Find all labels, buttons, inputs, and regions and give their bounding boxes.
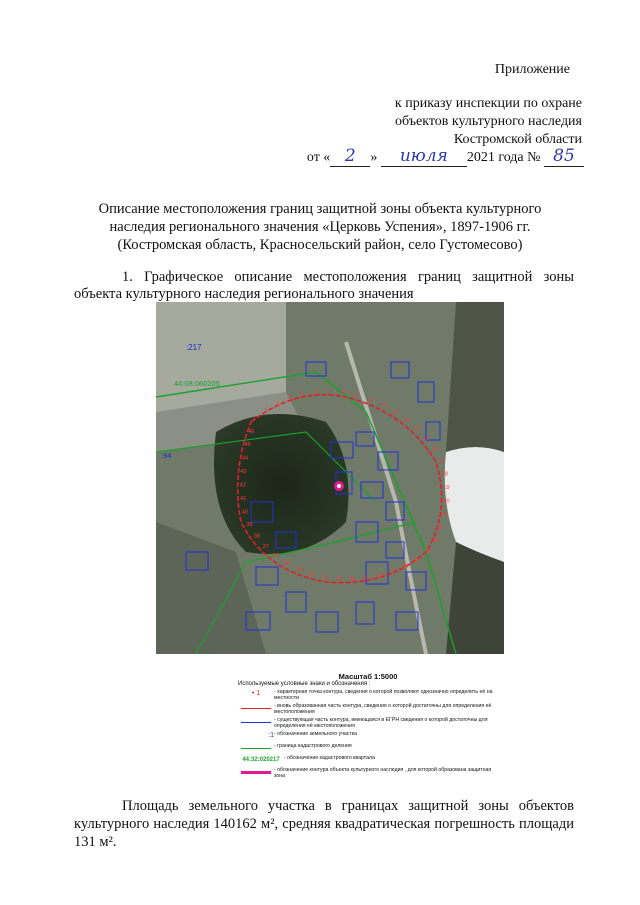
appendix-label: Приложение [494,62,570,77]
order-line-2: объектов культурного наследия [394,114,582,129]
date-mid: » [370,150,378,165]
boundary-point-label: 34 [296,566,303,573]
shore-area [446,302,504,452]
boundary-point-label: 36 [272,553,279,560]
legend-object-contour-symbol [238,767,274,777]
boundary-point-label: 43 [240,468,247,475]
title-line-3: (Костромская область, Красносельский район, село Густомесово) [117,237,523,253]
boundary-point-label: 9 [355,392,359,399]
legend-parcel-text: - обозначение земельного участка [274,731,358,737]
order-date-line [307,146,584,167]
boundary-point-label: 20 [443,498,450,505]
protection-zone-map [156,302,504,654]
boundary-point-label: 18 [441,471,448,478]
legend-new-contour-symbol [238,703,274,713]
date-month: июля [381,146,467,167]
boundary-point-label: 42 [239,482,246,489]
boundary-point-label: 13 [403,417,410,424]
legend-item-cadastral-division [238,743,498,753]
legend-scale: Масштаб 1:5000 [338,672,398,681]
boundary-point-label: 38 [253,533,260,540]
legend-item-point [238,689,498,701]
boundary-point-label: 24 [424,548,431,555]
legend-existing-contour-symbol [238,717,274,727]
boundary-point-label: 8 [341,389,346,396]
legend-quarter-text: - обозначение кадастрового квартала [284,755,375,761]
boundary-point-label: 37 [262,543,269,550]
boundary-point-label: 11 [380,402,387,409]
boundary-point-label: 22 [438,525,445,532]
title-line-1: Описание местоположения границ защитной зоны объекта культурного [98,201,542,217]
legend-parcel-symbol: :1 [268,732,274,739]
boundary-point-label: 16 [431,446,439,453]
date-prefix: от « [306,150,331,165]
order-line-3: Костромской области [453,132,582,147]
boundary-point-label: 3 [275,401,279,408]
boundary-point-label: 17 [438,458,445,465]
legend-point-text: - характерная точка контура, сведения о которой позволяют однозначно определить её на местности [274,689,493,701]
boundary-point-label: 35 [284,560,291,567]
legend-point-symbol: • 1 [251,690,261,697]
boundary-point-label: 5 [301,391,305,398]
boundary-point-label: 32 [322,574,329,581]
boundary-point-label: 15 [423,435,430,442]
boundary-point-label: 45 [244,441,251,448]
legend-object-contour-text: - обозначение контура объекта культурного наследия , для которой образована защитная зона [274,767,492,779]
legend-item-quarter [238,755,498,765]
legend-subtitle: Используемые условные знаки и обозначения : [238,681,371,687]
legend-item-object-contour [238,767,498,779]
order-line-1: к приказу инспекции по охране [394,96,582,111]
boundary-point-label: 2 [264,408,268,415]
area-paragraph: Площадь земельного участка в границах защитной зоны объектов культурного наследия 140162 м², средняя квадратическая погрешность площади 131 м². [74,798,574,850]
boundary-point-label: 39 [246,522,253,529]
section-1-text: 1. Графическое описание местоположения границ защитной зоны объекта культурного наследия регионального значения [74,269,574,302]
boundary-point-label: 4 [288,395,292,402]
boundary-point-label: 26 [401,563,409,570]
legend-existing-contour-text: - существующая часть контура, имеющаяся в ЕГРН сведения о которой достаточны для определения её местоположения [274,717,488,729]
legend-item-existing-contour [238,717,498,729]
boundary-point-label: 14 [414,426,421,433]
boundary-point-label: 28 [376,572,383,579]
legend-cadastral-division-symbol [238,743,274,753]
boundary-point-label: 19 [443,485,450,492]
heritage-object-center [337,484,341,488]
boundary-point-label: 29 [362,575,370,582]
boundary-point-label: 40 [241,509,248,516]
boundary-point-label: 23 [432,537,439,544]
boundary-point-label: 6 [314,389,318,396]
legend-item-parcel [238,731,498,741]
parcel-94-label: :94 [161,451,172,460]
quarter-label-top: 44:08:060205 [174,379,220,388]
boundary-point-label: 12 [392,409,399,416]
legend-quarter-symbol: 44:32:020217 [242,757,280,763]
boundary-point-label: 41 [240,496,247,503]
order-number: 85 [544,146,584,167]
map-legend [238,672,498,781]
boundary-point-label: 10 [368,397,375,404]
boundary-point-label: 30 [349,576,356,583]
title-line-2: наследия регионального значения «Церковь Успения», 1897-1906 гг. [109,219,531,235]
legend-new-contour-text: - вновь образованная часть контура, сведения о которой достаточны для определения её местоположения [274,703,492,715]
boundary-point-label: 27 [389,568,396,575]
legend-item-new-contour [238,703,498,715]
boundary-point-label: 31 [335,576,342,583]
boundary-point-label: 7 [328,388,332,395]
boundary-point-label: 1 [253,416,257,422]
boundary-point-label: 21 [441,512,448,519]
boundary-point-label: 33 [309,571,316,578]
document-title [60,200,580,254]
parcel-217-label: :217 [186,343,202,352]
date-day: 2 [330,146,370,167]
boundary-point-label: 46 [248,428,255,435]
legend-cadastral-division-text: - граница кадастрового деления [274,743,352,749]
date-year: 2021 года № [466,150,541,165]
boundary-point-label: 44 [241,455,249,462]
boundary-point-label: 25 [413,556,420,563]
